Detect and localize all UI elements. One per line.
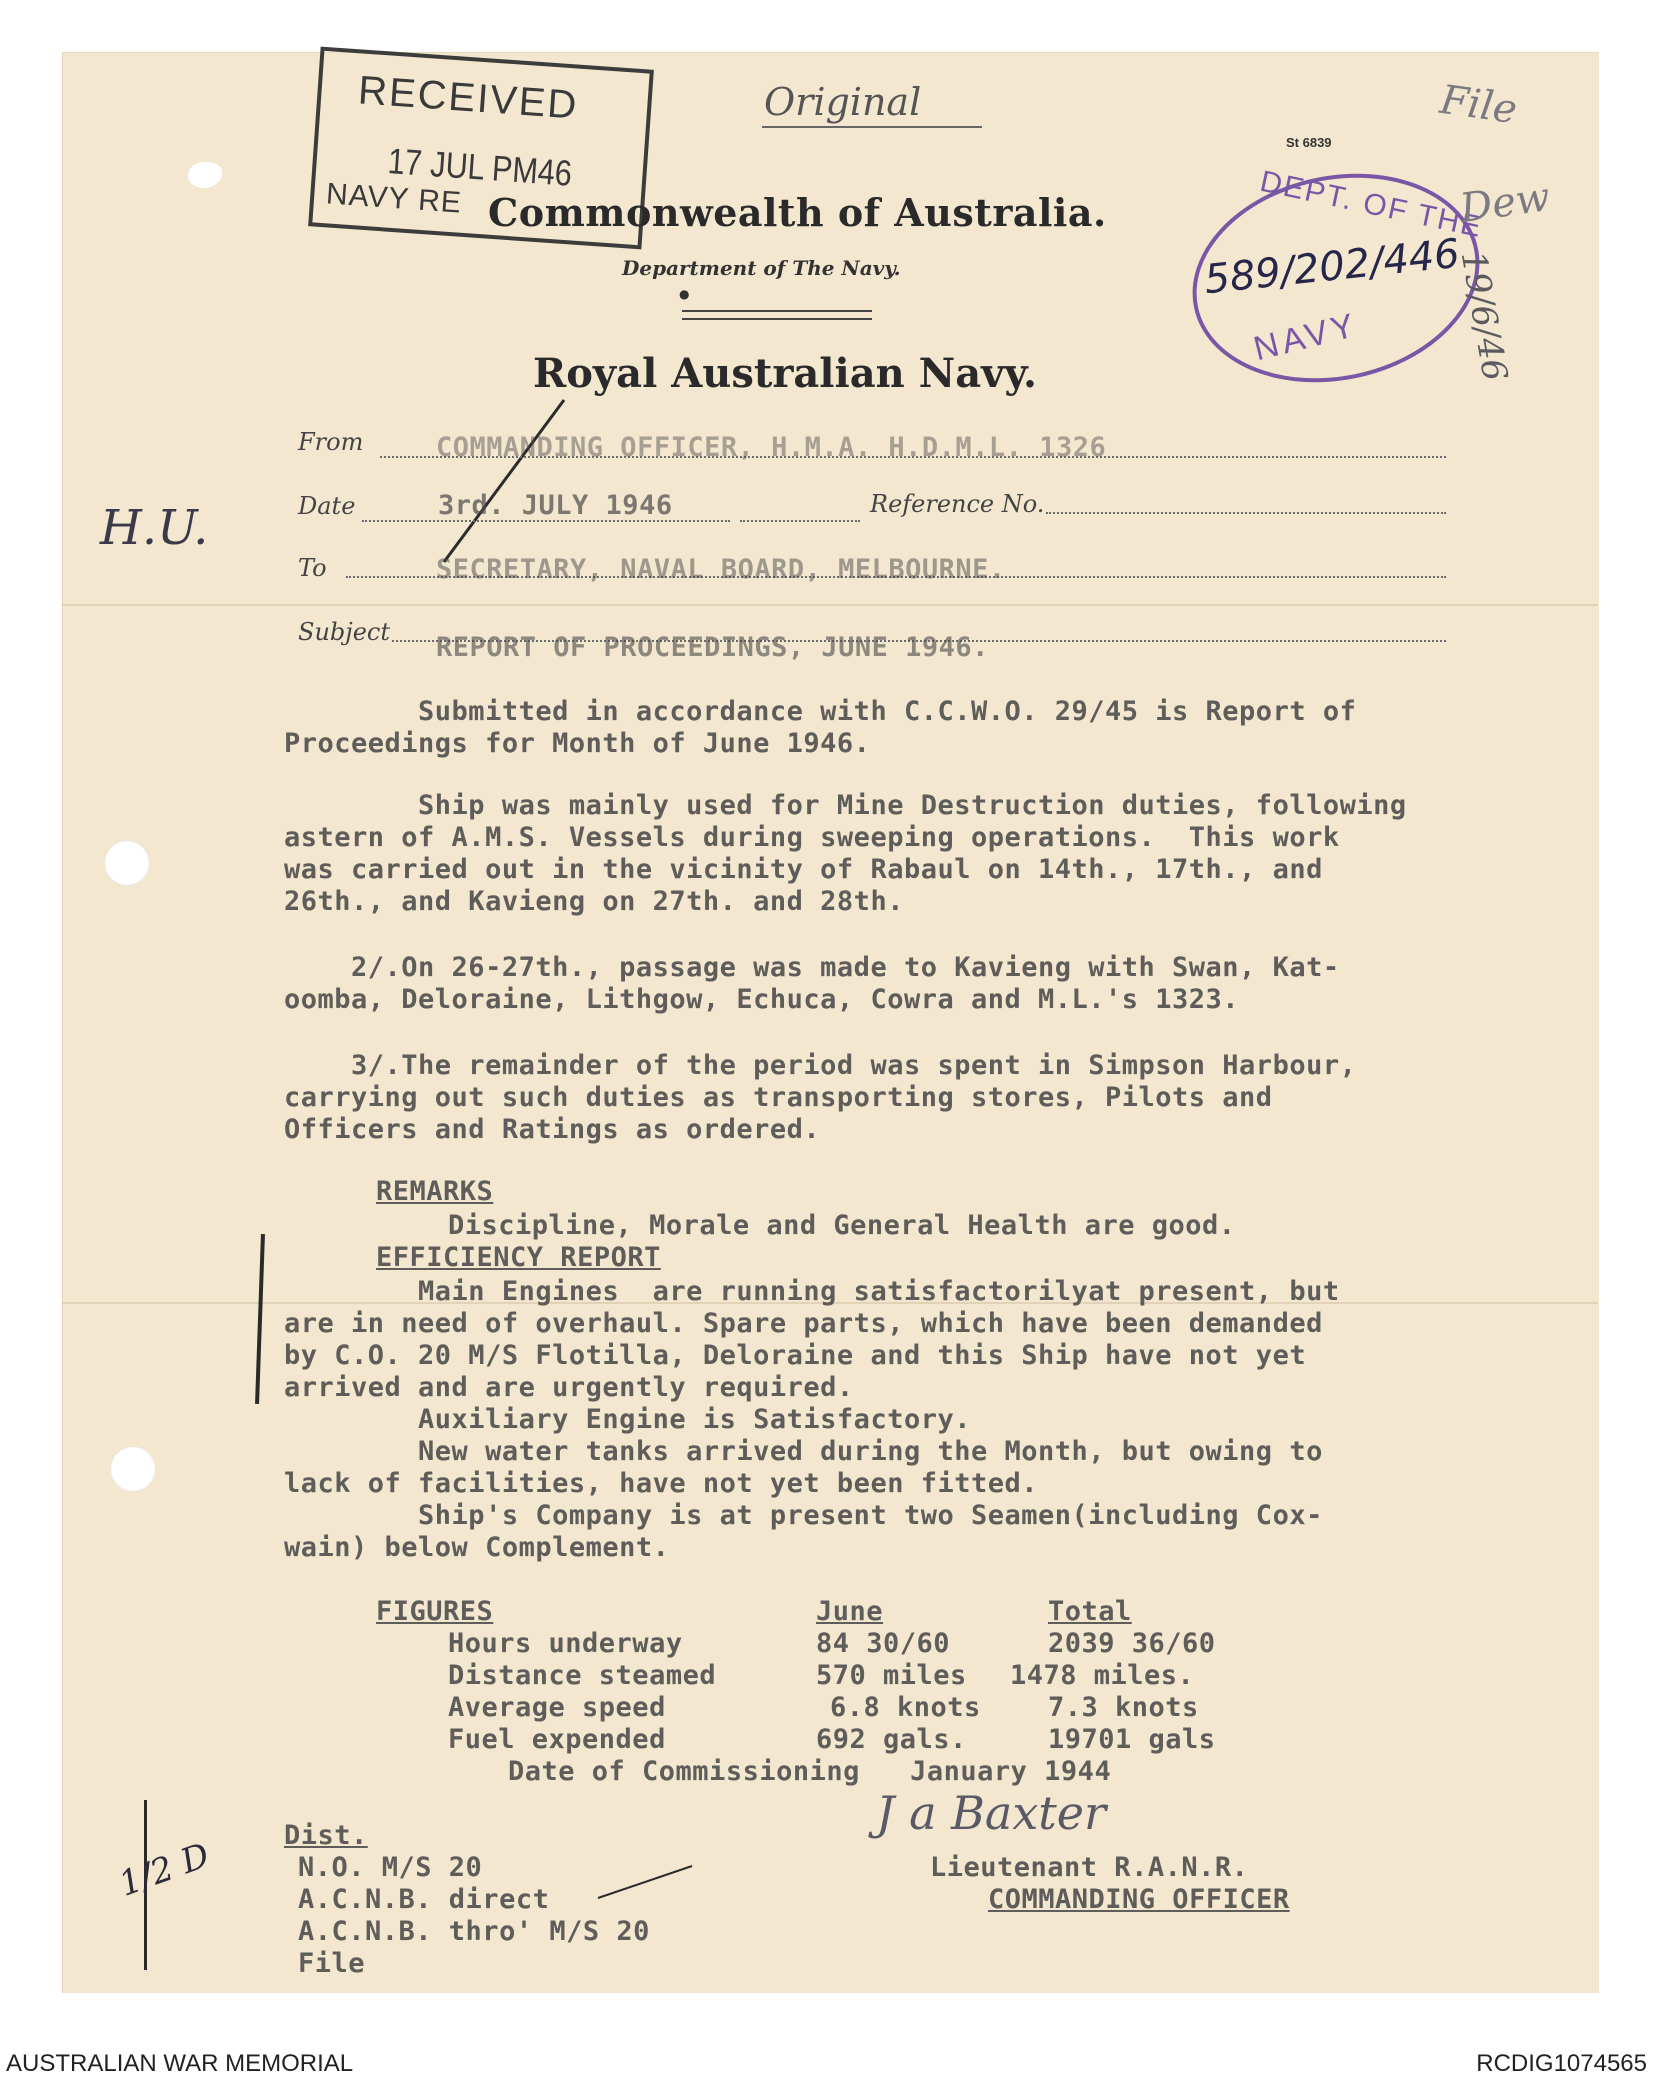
remarks-heading: REMARKS [376,1176,494,1207]
figures-col-total: Total [1048,1596,1132,1627]
date-note: 19/6/46 [1452,248,1515,385]
figures-row-label: Fuel expended [448,1724,666,1755]
body-paragraph-4-line-2: carrying out such duties as transporting stores, Pilots and [284,1082,1273,1113]
figures-row-label: Hours underway [448,1628,683,1659]
remarks-line: Discipline, Morale and General Health are good. [448,1210,1236,1241]
efficiency-line-4: arrived and are urgently required. [284,1372,854,1403]
to-label: To [298,554,327,582]
reference-label: Reference No. [870,490,1045,518]
body-paragraph-2-line-3: was carried out in the vicinity of Rabaul on 14th., 17th., and [284,854,1323,885]
date-label: Date [298,492,356,520]
letterhead-service: Royal Australian Navy. [533,350,1037,397]
signatory-rank: Lieutenant R.A.N.R. [930,1852,1249,1883]
efficiency-line-3: by C.O. 20 M/S Flotilla, Deloraine and this Ship have not yet [284,1340,1307,1371]
efficiency-line-9: wain) below Complement. [284,1532,670,1563]
dept-stamp-top: DEPT. OF THE [1257,164,1486,245]
figures-heading: FIGURES [376,1596,494,1627]
figures-row-june: 6.8 knots [830,1692,981,1723]
from-label: From [298,428,364,456]
date-line-gap [740,520,860,522]
efficiency-line-8: Ship's Company is at present two Seamen(including Cox- [284,1500,1323,1531]
body-paragraph-3-line-2: oomba, Deloraine, Lithgow, Echuca, Cowra and M.L.'s 1323. [284,984,1240,1015]
distribution-item: A.C.N.B. thro' M/S 20 [298,1916,650,1947]
file-note: File [1437,76,1520,134]
efficiency-line-5: Auxiliary Engine is Satisfactory. [284,1404,971,1435]
figures-row-label: Distance steamed [448,1660,717,1691]
figures-row-june: 570 miles [816,1660,967,1691]
efficiency-line-1: Main Engines are running satisfactorilyat present, but [284,1276,1340,1307]
dept-stamp-bottom: NAVY [1249,305,1362,369]
initials-note: H.U. [100,500,209,556]
efficiency-line-7: lack of facilities, have not yet been fitted. [284,1468,1038,1499]
body-paragraph-4-line-1: 3/.The remainder of the period was spent in Simpson Harbour, [284,1050,1357,1081]
subject-label: Subject [298,618,390,646]
body-paragraph-2-line-2: astern of A.M.S. Vessels during sweeping operations. This work [284,822,1340,853]
figures-row-total: 2039 36/60 [1048,1628,1216,1659]
margin-code: 1/2 D [113,1835,215,1905]
body-paragraph-4-line-3: Officers and Ratings as ordered. [284,1114,821,1145]
punch-hole [104,840,150,886]
from-value: COMMANDING OFFICER, H.M.A. H.D.M.L. 1326 [436,432,1107,463]
dew-note: Dew [1457,173,1553,233]
subject-value: REPORT OF PROCEEDINGS, JUNE 1946. [436,632,989,663]
signatory-title: COMMANDING OFFICER [988,1884,1290,1915]
body-paragraph-1-line-1: Submitted in accordance with C.C.W.O. 29/45 is Report of [284,696,1357,727]
pen-stroke [596,1862,696,1902]
distribution-item: A.C.N.B. direct [298,1884,550,1915]
letterhead-dot: ● [679,287,690,301]
body-paragraph-2-line-4: 26th., and Kavieng on 27th. and 28th. [284,886,904,917]
reference-line [1046,512,1446,514]
fold-line [62,604,1598,606]
letterhead-rule [682,310,872,312]
efficiency-line-6: New water tanks arrived during the Month, but owing to [284,1436,1323,1467]
original-underline [762,126,982,128]
figures-row-total: 7.3 knots [1048,1692,1199,1723]
original-note: Original [764,80,922,124]
distribution-item: File [298,1948,366,1979]
commissioning-line: Date of Commissioning January 1944 [508,1756,1112,1787]
signature: J a Baxter [876,1786,1106,1840]
to-value: SECRETARY, NAVAL BOARD, MELBOURNE. [436,554,1006,585]
efficiency-heading: EFFICIENCY REPORT [376,1242,661,1273]
punch-hole [110,1446,156,1492]
letterhead-rule [682,318,872,320]
archive-caption: AUSTRALIAN WAR MEMORIAL [6,2050,354,2077]
date-value: 3rd. JULY 1946 [438,490,673,521]
distribution-heading: Dist. [284,1820,368,1851]
figures-row-june: 84 30/60 [816,1628,951,1659]
received-stamp-date: 17 JUL PM46 [386,140,574,194]
body-paragraph-1-line-2: Proceedings for Month of June 1946. [284,728,871,759]
pencil-stroke [440,396,570,566]
archive-id: RCDIG1074565 [1476,2050,1647,2077]
efficiency-line-2: are in need of overhaul. Spare parts, which have been demanded [284,1308,1323,1339]
letterhead-department: Department of The Navy. [622,256,901,280]
body-paragraph-3-line-1: 2/.On 26-27th., passage was made to Kavieng with Swan, Kat- [284,952,1340,983]
letterhead-commonwealth: Commonwealth of Australia. [488,190,1107,235]
figures-row-label: Average speed [448,1692,666,1723]
body-paragraph-2-line-1: Ship was mainly used for Mine Destruction duties, following [284,790,1407,821]
figures-row-total: 19701 gals [1048,1724,1216,1755]
form-code: St 6839 [1286,135,1332,150]
figures-row-june: 692 gals. [816,1724,967,1755]
figures-col-june: June [816,1596,884,1627]
received-stamp-title: RECEIVED [356,68,580,128]
dept-stamp-reference: 589/202/446 [1202,230,1462,304]
received-stamp-office: NAVY RE [325,177,463,220]
distribution-item: N.O. M/S 20 [298,1852,483,1883]
figures-row-total: 1478 miles. [1010,1660,1195,1691]
